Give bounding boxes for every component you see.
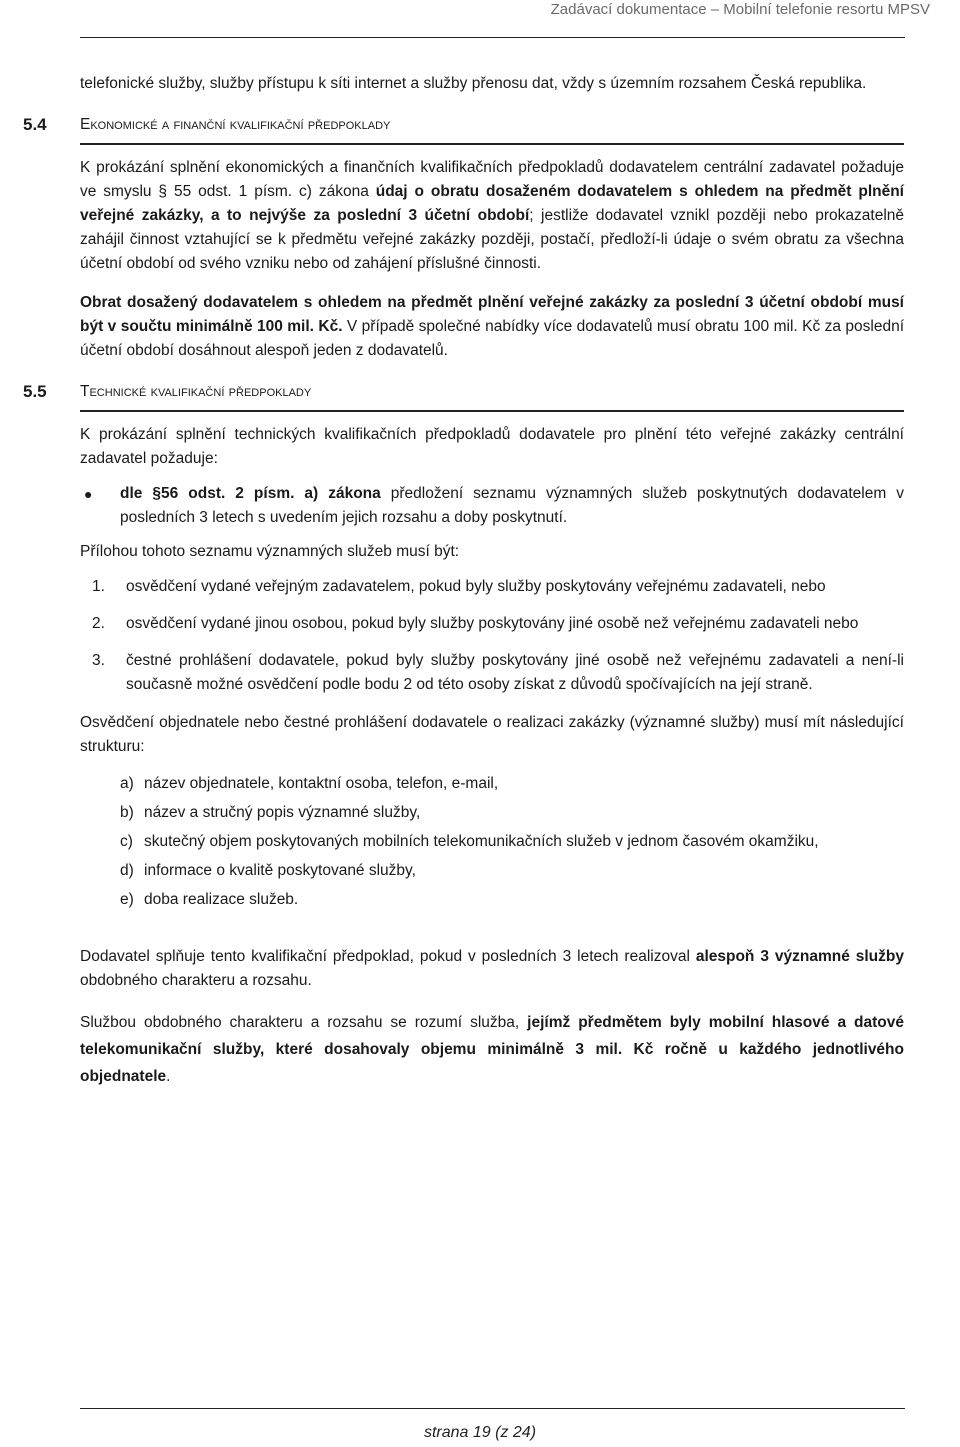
list-item [80,859,904,888]
page-number: strana 19 (z 24) [423,1424,537,1441]
section-5-5-heading [23,380,904,404]
numbered-list [80,575,904,697]
bullet-icon: ● [84,486,93,502]
list-letter: d) [120,862,134,879]
section-5-5-paragraph-2: Přílohou tohoto seznamu významných služeb musí být: [80,543,460,560]
list-text: informace o kvalitě poskytované služby, [144,862,416,879]
list-number: 2. [92,615,105,632]
list-letter: b) [120,804,134,821]
text-run: ; jestliže dodavatel vznikl později nebo prokazatelně zahájil činnost vztahující se k předmětu veřejné zakázky později, postačí, předloží-li údaje o svém obratu za všechna účetní období od svého vzniku nebo od zahájení příslušné činnosti. [80,207,905,272]
list-letter: a) [120,775,134,792]
list-item [80,649,904,697]
section-5-5-paragraph-4 [80,945,904,993]
list-number: 3. [92,652,105,669]
section-number: 5.5 [23,382,47,401]
list-item [80,772,904,801]
bold-run: dle §56 odst. 2 písm. a) zákona [120,485,381,502]
section-title: Ekonomické a finanční kvalifikační předpoklady [80,116,391,133]
list-text: název objednatele, kontaktní osoba, telefon, e-mail, [144,775,499,792]
list-text: doba realizace služeb. [144,891,299,908]
list-item [80,612,904,636]
section-number: 5.4 [23,115,47,134]
bold-run: Obrat dosažený dodavatelem s ohledem na předmět plnění veřejné zakázky za poslední 3 účetní období musí být v součtu minimálně 100 mil. Kč. [80,294,904,335]
text-run: K prokázání splnění ekonomických a finančních kvalifikačních předpokladů dodavatelem centrální zadavatel požaduje ve smyslu § 55 odst. 1 písm. c) zákona [80,159,904,200]
list-text: osvědčení vydané veřejným zadavatelem, pokud byly služby poskytovány veřejnému zadavateli, nebo [126,578,826,595]
lettered-list [80,772,904,917]
list-item [80,575,904,599]
page-content [23,72,905,1090]
list-text: čestné prohlášení dodavatele, pokud byly služby poskytovány jiné osobě než veřejnému zadavateli a není-li současně možné osvědčení podle bodu 2 od této osoby získat z důvodů spočívajících na její straně. [126,652,904,693]
bold-run: alespoň 3 významné služby [695,948,904,965]
text-run: . [166,1068,171,1085]
text-run: Dodavatel splňuje tento kvalifikační předpoklad, pokud v posledních 3 letech realizoval [80,948,696,965]
list-number: 1. [92,578,105,595]
running-header: Zadávací dokumentace – Mobilní telefonie resortu MPSV [550,1,930,18]
list-item [80,888,904,917]
header-rule [80,37,905,38]
intro-fragment: telefonické služby, služby přístupu k síti internet a služby přenosu dat, vždy s územním rozsahem Česká republika. [80,75,867,92]
list-letter: c) [120,833,133,850]
section-5-4-paragraph-1 [80,156,904,276]
text-run: Službou obdobného charakteru a rozsahu se rozumí služba, [80,1014,528,1031]
list-item [80,801,904,830]
list-letter: e) [120,891,134,908]
section-5-5-paragraph-1: K prokázání splnění technických kvalifikačních předpokladů dodavatele pro plnění této veřejné zakázky centrální zadavatel požaduje: [80,426,904,467]
text-run: obdobného charakteru a rozsahu. [80,972,312,989]
bold-run: jejímž předmětem byly mobilní hlasové a datové telekomunikační služby, které dosahovaly objemu minimálně 3 mil. Kč ročně u každého jednotlivého objednatele [80,1014,904,1085]
section-5-4-heading [23,113,904,137]
text-run: V případě společné nabídky více dodavatelů musí obratu 100 mil. Kč za poslední účetní období dosáhnout alespoň jeden z dodavatelů. [80,318,904,359]
section-5-5-paragraph-3: Osvědčení objednatele nebo čestné prohlášení dodavatele o realizaci zakázky (významné služby) musí mít následující strukturu: [80,714,904,755]
bullet-item [80,482,904,530]
section-title: Technické kvalifikační předpoklady [80,383,312,400]
section-5-4-paragraph-2 [80,291,904,363]
section-5-5-paragraph-5 [80,1009,904,1090]
list-text: název a stručný popis významné služby, [144,804,421,821]
text-run: předložení seznamu významných služeb poskytnutých dodavatelem v posledních 3 letech s uvedením jejich rozsahu a doby poskytnutí. [120,485,904,526]
list-text: osvědčení vydané jinou osobou, pokud byly služby poskytovány jiné osobě než veřejnému zadavateli nebo [126,615,859,632]
footer-rule [80,1408,905,1409]
list-item [80,830,904,859]
list-text: skutečný objem poskytovaných mobilních telekomunikačních služeb v jednom časovém okamžiku, [144,833,819,850]
bold-run: údaj o obratu dosaženém dodavatelem s ohledem na předmět plnění veřejné zakázky, a to nejvýše za poslední 3 účetní období [80,183,904,224]
